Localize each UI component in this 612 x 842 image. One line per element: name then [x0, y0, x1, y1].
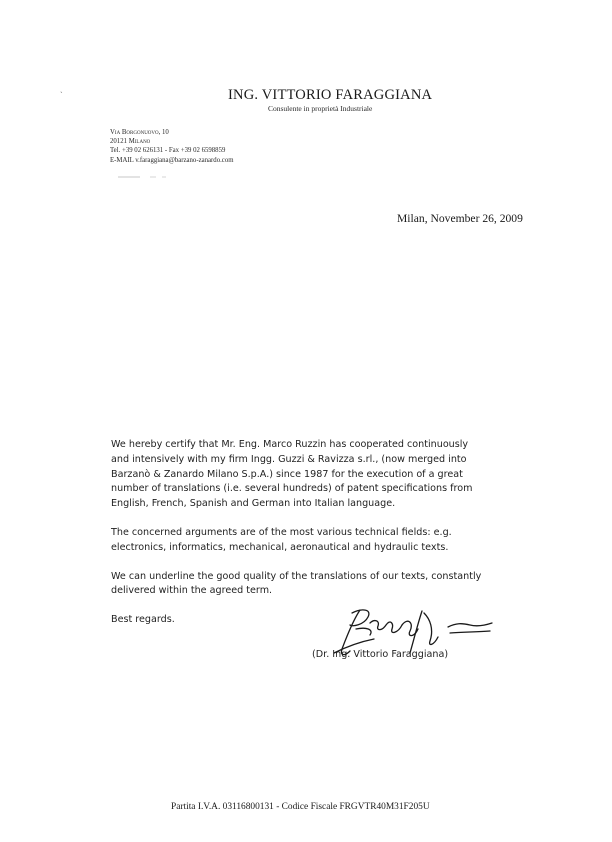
- body-line: delivered within the agreed term.: [111, 585, 273, 597]
- address-line-2: 20121 Milano: [110, 138, 151, 146]
- paragraph-quality: [111, 570, 531, 600]
- signature-caption: (Dr. Ing. Vittorio Faraggiana): [312, 649, 449, 660]
- footer-tax-ids: Partita I.V.A. 03116800131 - Codice Fiscale FRGVTR40M31F205U: [171, 802, 430, 812]
- email-line: E-MAIL v.faraggiana@barzano-zanardo.com: [110, 156, 234, 164]
- address-line-1: Via Borgonuovo, 10: [110, 129, 169, 136]
- phone-fax-line: Tel. +39 02 626131 - Fax +39 02 6598859: [110, 147, 226, 155]
- body-line: electronics, informatics, mechanical, aeronautical and hydraulic texts.: [111, 541, 449, 553]
- faint-scan-marks: [118, 176, 178, 178]
- scan-mark: ˎ: [60, 84, 63, 93]
- paragraph-technical-fields: [111, 526, 531, 556]
- body-line: The concerned arguments are of the most various technical fields: e.g.: [111, 526, 452, 538]
- paragraph-certification: [111, 438, 531, 512]
- letter-date: Milan, November 26, 2009: [397, 212, 523, 225]
- letterhead-subtitle: Consulente in proprietà Industriale: [268, 104, 373, 113]
- body-line: and intensively with my firm Ingg. Guzzi & Ravizza s.rl., (now merged into: [111, 453, 467, 465]
- body-line: Barzanò & Zanardo Milano S.p.A.) since 1987 for the execution of a great: [111, 468, 463, 480]
- letterhead-name: ING. VITTORIO FARAGGIANA: [228, 87, 433, 103]
- body-line: English, French, Spanish and German into Italian language.: [111, 498, 396, 510]
- body-line: We can underline the good quality of the translations of our texts, constantly: [111, 570, 482, 582]
- closing-line: Best regards.: [111, 614, 175, 626]
- body-line: We hereby certify that Mr. Eng. Marco Ruzzin has cooperated continuously: [111, 439, 469, 450]
- letterhead-contact-block: [110, 128, 234, 165]
- body-line: number of translations (i.e. several hundreds) of patent specifications from: [111, 483, 473, 495]
